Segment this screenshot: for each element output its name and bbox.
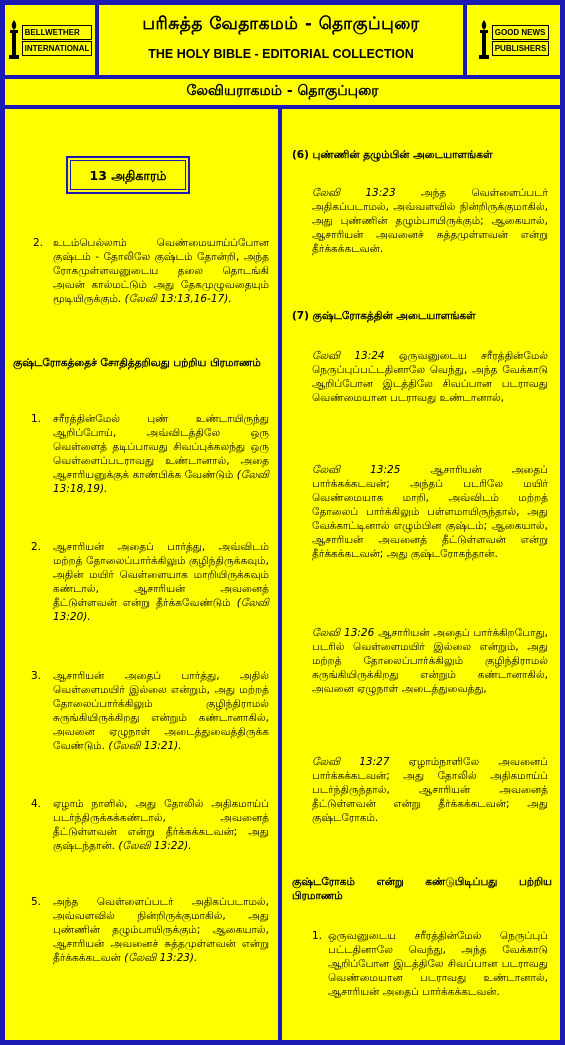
item-ref: (லேவி 13:23). bbox=[124, 952, 198, 964]
list-item bbox=[53, 540, 269, 624]
item-text: ஆசாரியன் அதைப் பார்த்து, அதில் வெள்ளைமயிர் இல்லை என்றும், அது மற்றத் தோலைப்பார்க்கிலும் குழிந்திராமல் சுருங்கியிருக்கிறது என்றும் கண்டானாகில், அவனை ஏழுநாள் அடைத்துவைத்திருக்க வேண்டும். bbox=[53, 670, 269, 752]
intro-ref: (லேவி 13:13,16-17). bbox=[124, 293, 232, 305]
paragraph-13-27 bbox=[312, 755, 548, 825]
verse-text: ஆசாரியன் அதைப் பார்க்கிறபோது, படரில் வெள்ளைமயிர் இல்லை என்றும், அது மற்றத் தோலைப்பார்க்கிலும் குழிந்திராமல் சுருங்கியிருக்கிறது என்றும் கண்டானாகில், அவனை ஏழுநாள் அடைத்துவைத்து, bbox=[312, 627, 549, 695]
section-heading-examination: குஷ்டரோகத்தைச் சோதித்தறிவது பற்றிய பிரமாணம் bbox=[13, 357, 261, 369]
title-english: THE HOLY BIBLE - EDITORIAL COLLECTION bbox=[148, 47, 414, 61]
title-block bbox=[99, 5, 463, 75]
left-logo bbox=[5, 5, 95, 75]
verse-ref: லேவி 13:27 bbox=[312, 756, 390, 768]
item-text: ஆசாரியன் அதைப் பார்த்து, அவ்விடம் மற்றத் தோலைப்பார்க்கிலும் குழிந்திருக்கவும், அதின் மயிர் வெள்ளையாக மாறியிருக்கவும் கண்டால், ஆசாரியன் அவனைத் தீட்டுள்ளவன் என்று தீர்க்கவேண்டும் bbox=[53, 541, 269, 609]
intro-number: 2. bbox=[33, 237, 44, 249]
item-number: 1. bbox=[312, 930, 323, 942]
right-logo bbox=[467, 5, 560, 75]
item-number: 1. bbox=[31, 413, 42, 425]
item-text: அந்த வெள்ளைப்படர் அதிகப்படாமல், அவ்வளவில் நின்றிருக்குமாகில், அது புண்ணின் தழும்பாயிருக்கும்; ஆகையால், ஆசாரியன் அவனைச் சுத்தமுள்ளவன் என்று தீர்க்கக்கடவன் bbox=[53, 896, 269, 964]
right-logo-line1: GOOD NEWS bbox=[492, 25, 550, 40]
paragraph-13-25 bbox=[312, 463, 548, 561]
item-ref: (லேவி 13:21). bbox=[108, 740, 182, 752]
right-column bbox=[282, 109, 560, 1040]
chapter-box bbox=[66, 156, 190, 194]
list-item bbox=[53, 669, 269, 753]
verse-ref: லேவி 13:23 bbox=[312, 187, 396, 199]
item-number: 4. bbox=[31, 798, 42, 810]
item-ref: (லேவி 13:20). bbox=[53, 597, 269, 623]
verse-text: ஏழாம்நாளிலே அவனைப் பார்க்கக்கடவன்; அது தோலில் அதிகமாய்ப் படர்ந்திருந்தால், ஆசாரியன் அவனைத் தீட்டுள்ளவன் என்று தீர்க்கக்கடவன்; அது குஷ்டரோகம். bbox=[312, 756, 548, 824]
left-logo-line2: INTERNATIONAL bbox=[22, 41, 93, 56]
verse-ref: லேவி 13:25 bbox=[312, 464, 401, 476]
verse-ref: லேவி 13:26 bbox=[312, 627, 375, 639]
item-text: சரீரத்தின்மேல் புண் உண்டாயிருந்து ஆறிப்போய், அவ்விடத்திலே ஒரு வெள்ளைத் தடிப்பாவது சிவப்புக்கலந்து ஒரு வெள்ளைப்படராவது உண்டானால், அதை ஆசாரியனுக்குக் காண்பிக்க வேண்டும் bbox=[53, 413, 269, 481]
verse-text: ஒருவனுடைய சரீரத்தின்மேல் நெருப்புப்பட்டதினாலே வெந்து, அந்த வேக்காடு ஆறிப்போன இடத்திலே சிவப்பான படராவது வெண்மையான படராவது உண்டானால், bbox=[312, 350, 548, 404]
paragraph-13-23 bbox=[312, 186, 548, 256]
list-item: ஒருவனுடைய சரீரத்தின்மேல் நெருப்புப் பட்டதினாலே வெந்து, அந்த வேக்காடு ஆறிப்போன இடத்திலே சிவப்பான படராவது வெண்மையான படராவது உண்டானால், ஆசாரியன் அதைப் பார்க்கக்கடவன். bbox=[328, 930, 548, 998]
intro-item bbox=[53, 236, 269, 306]
item-number: 2. bbox=[31, 541, 42, 553]
paragraph-13-24 bbox=[312, 349, 548, 405]
item-number: 3. bbox=[31, 670, 42, 682]
list-item bbox=[53, 412, 269, 496]
verse-text: ஆசாரியன் அதைப் பார்க்கக்கடவன்; அந்தப் படரிலே மயிர் வெண்மையாக மாறி, அவ்விடம் மற்றத் தோலைப் பார்க்கிலும் பள்ளமாயிருந்தால், அது வேக்காட்டினால் எழும்பின குஷ்டம்; ஆகையால், ஆசாரியன் அவனைத் தீட்டுள்ளவன் என்று தீர்க்கக்கடவன்; அது குஷ்டரோகந்தான். bbox=[312, 464, 548, 560]
section-heading-leprosy: (7) குஷ்டரோகத்தின் அடையாளங்கள் bbox=[292, 310, 476, 322]
list-item bbox=[53, 895, 269, 965]
list-item bbox=[53, 797, 269, 853]
paragraph-13-26 bbox=[312, 626, 548, 696]
item-ref: (லேவி 13:18,19). bbox=[53, 469, 269, 495]
item-ref: (லேவி 13:22). bbox=[118, 840, 192, 852]
torch-icon bbox=[478, 18, 490, 62]
title-tamil: பரிசுத்த வேதாகமம் - தொகுப்புரை bbox=[142, 14, 420, 34]
book-subtitle: லேவியராகமம் - தொகுப்புரை bbox=[5, 79, 560, 105]
intro-text: உடம்பெல்லாம் வெண்மையாய்ப்போன குஷ்டம் - தோலிலே குஷ்டம் தோன்றி, அந்த ரோகமுள்ளவனுடைய தலை தொடங்கி அவன் கால்மட்டும் அது தேகமுழுவதையும் மூடியிருக்கும். bbox=[53, 237, 269, 305]
item-text: ஏழாம் நாளில், அது தோலில் அதிகமாய்ப் படர்ந்திருக்கக்கண்டால், அவனைத் தீட்டுள்ளவன் என்று தீர்க்கக்கடவன்; அது குஷ்டந்தான். bbox=[53, 798, 269, 852]
right-logo-line2: PUBLISHERS bbox=[492, 41, 550, 56]
section-heading-scar: (6) புண்ணின் தழும்பின் அடையாளங்கள் bbox=[292, 149, 493, 161]
left-logo-line1: BELLWETHER bbox=[22, 25, 93, 40]
verse-text: அந்த வெள்ளைப்படர் அதிகப்படாமல், அவ்வளவில் நின்றிருக்குமாகில், அது புண்ணின் தழும்பாயிருக்கும்; ஆகையால், ஆசாரியன் அவனைச் சுத்தமுள்ளவன் என்று தீர்க்கக்கடவன். bbox=[312, 187, 548, 255]
left-column bbox=[5, 109, 278, 1040]
verse-ref: லேவி 13:24 bbox=[312, 350, 385, 362]
section-heading-detection: குஷ்டரோகம் என்று கண்டுபிடிப்பது பற்றிய பிரமாணம் bbox=[292, 876, 552, 902]
chapter-title: 13 அதிகாரம் bbox=[70, 160, 186, 190]
torch-icon bbox=[8, 18, 20, 62]
item-number: 5. bbox=[31, 896, 42, 908]
